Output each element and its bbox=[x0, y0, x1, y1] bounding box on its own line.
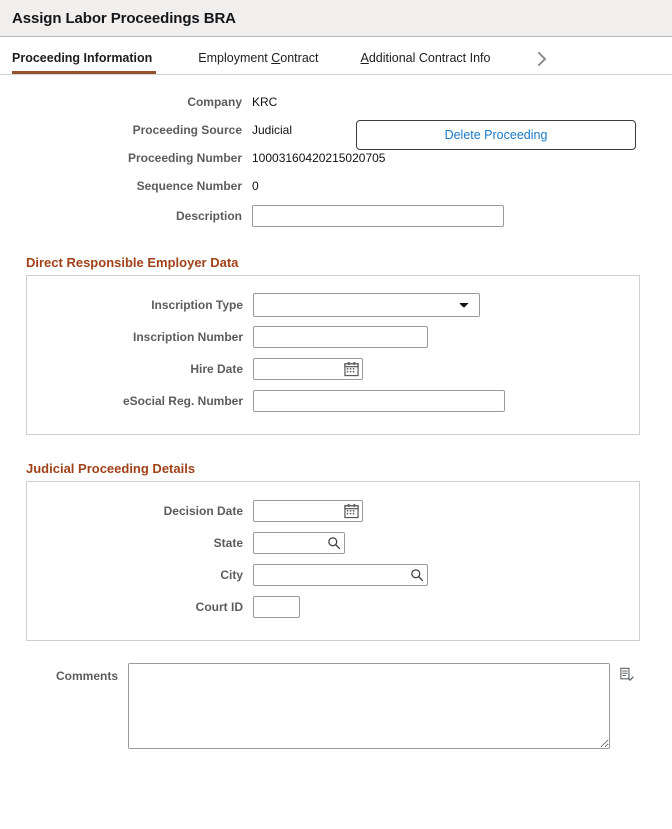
direct-responsible-employer-section bbox=[26, 255, 640, 435]
esocial-input[interactable] bbox=[253, 390, 505, 412]
tab-accesskey-letter: A bbox=[360, 51, 369, 65]
company-value: KRC bbox=[252, 95, 278, 109]
tab-employment-contract[interactable] bbox=[198, 51, 318, 74]
tab-bar bbox=[0, 37, 672, 75]
row-inscription-type bbox=[27, 292, 639, 318]
row-city bbox=[27, 562, 639, 588]
row-state bbox=[27, 530, 639, 556]
page-title: Assign Labor Proceedings BRA bbox=[12, 9, 236, 27]
comments-label: Comments bbox=[55, 669, 118, 683]
tab-label: Additional Contract Info bbox=[360, 51, 491, 65]
proceeding-number-value: 10003160420215020705 bbox=[252, 151, 386, 165]
tab-label: Employment Contract bbox=[198, 51, 319, 65]
hire-date-field-wrap bbox=[253, 358, 363, 380]
sequence-number-value: 0 bbox=[252, 179, 259, 193]
company-label: Company bbox=[187, 95, 242, 109]
court-id-label: Court ID bbox=[195, 600, 243, 614]
spell-check-icon[interactable] bbox=[619, 667, 634, 683]
top-field-area bbox=[0, 75, 672, 229]
tab-accesskey-letter: C bbox=[271, 51, 281, 65]
judicial-section-box bbox=[26, 481, 640, 641]
state-label: State bbox=[213, 536, 243, 550]
decision-date-label: Decision Date bbox=[163, 504, 243, 518]
inscription-type-select[interactable] bbox=[253, 293, 480, 317]
comments-textarea[interactable] bbox=[128, 663, 610, 749]
page-header bbox=[0, 0, 672, 37]
row-hire-date bbox=[27, 356, 639, 382]
description-input[interactable] bbox=[252, 205, 504, 227]
court-id-input[interactable] bbox=[253, 596, 300, 618]
decision-date-field-wrap bbox=[253, 500, 363, 522]
esocial-label: eSocial Reg. Number bbox=[122, 394, 243, 408]
city-field-wrap bbox=[253, 564, 428, 586]
description-label: Description bbox=[175, 209, 242, 223]
inscription-number-label: Inscription Number bbox=[132, 330, 243, 344]
row-company bbox=[0, 89, 672, 115]
city-label: City bbox=[220, 568, 243, 582]
employer-section-title: Direct Responsible Employer Data bbox=[26, 255, 239, 270]
judicial-proceeding-details-section bbox=[26, 461, 640, 641]
sequence-number-label: Sequence Number bbox=[136, 179, 242, 193]
tab-proceeding-information[interactable] bbox=[12, 51, 156, 74]
city-input[interactable] bbox=[253, 564, 428, 586]
inscription-number-input[interactable] bbox=[253, 326, 428, 348]
calendar-icon[interactable] bbox=[344, 504, 359, 519]
row-sequence-number bbox=[0, 173, 672, 199]
row-description bbox=[0, 203, 672, 229]
comments-block bbox=[0, 663, 672, 749]
row-court-id bbox=[27, 594, 639, 620]
tab-label: Proceeding Information bbox=[12, 51, 153, 65]
hire-date-label: Hire Date bbox=[190, 362, 243, 376]
employer-section-box bbox=[26, 275, 640, 435]
row-decision-date bbox=[27, 498, 639, 524]
proceeding-number-label: Proceeding Number bbox=[127, 151, 242, 165]
row-inscription-number bbox=[27, 324, 639, 350]
search-lookup-icon[interactable] bbox=[327, 536, 341, 550]
tab-additional-contract-info[interactable] bbox=[361, 51, 491, 74]
proceeding-source-value: Judicial bbox=[252, 123, 293, 137]
delete-proceeding-button[interactable]: Delete Proceeding bbox=[356, 120, 636, 150]
inscription-type-label: Inscription Type bbox=[151, 298, 243, 312]
search-lookup-icon[interactable] bbox=[410, 568, 424, 582]
chevron-right-icon[interactable] bbox=[536, 50, 549, 68]
calendar-icon[interactable] bbox=[344, 362, 359, 377]
proceeding-source-label: Proceeding Source bbox=[132, 123, 242, 137]
row-esocial-reg-number bbox=[27, 388, 639, 414]
judicial-section-title: Judicial Proceeding Details bbox=[26, 461, 196, 476]
state-field-wrap bbox=[253, 532, 345, 554]
